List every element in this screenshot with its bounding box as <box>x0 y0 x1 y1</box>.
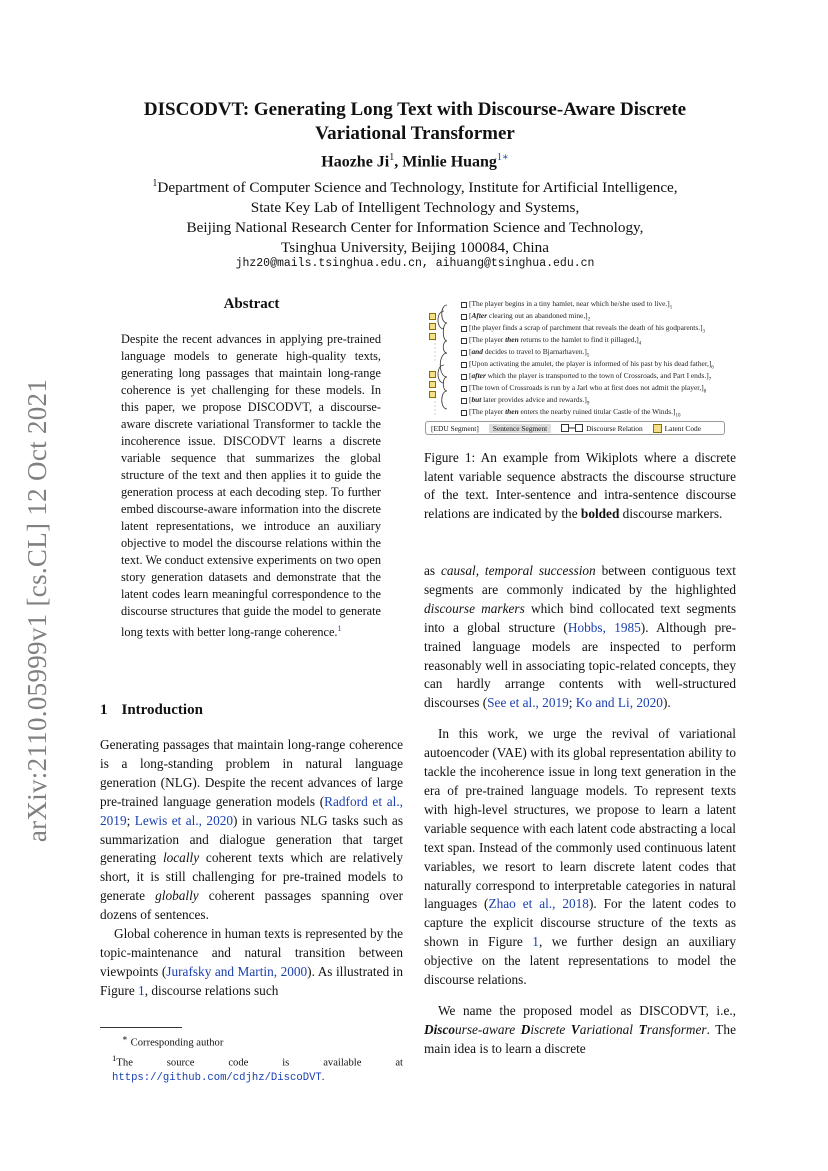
segment-box-icon <box>461 314 467 320</box>
edu-segment: [but later provides advice and $rewards.]_9$ <box>461 395 589 406</box>
segment-box-icon <box>461 338 467 344</box>
citation-link[interactable]: See et al., 2019 <box>487 695 569 711</box>
segment-box-icon <box>461 398 467 404</box>
latent-code-icon <box>429 313 436 320</box>
citation-link[interactable]: Hobbs, 1985 <box>567 619 641 635</box>
section-heading-introduction: 1 Introduction <box>100 702 203 718</box>
figure-1 <box>424 297 736 439</box>
latent-code-icon <box>429 371 436 378</box>
source-code-link[interactable]: https://github.com/cdjhz/DiscoDVT <box>112 1072 322 1085</box>
citation-link[interactable]: Radford et al., 2019 <box>100 793 403 828</box>
citation-link[interactable]: Ko and Li, 2020 <box>575 695 663 711</box>
segment-box-icon <box>461 374 467 380</box>
citation-link[interactable]: Jurafsky and Martin, 2000 <box>166 963 308 979</box>
segment-box-icon <box>461 386 467 392</box>
segment-box-icon <box>461 326 467 332</box>
edu-segment: [and decides to travel to $Bjarnarhaven.]_5$ <box>461 347 589 358</box>
figure-1-caption: Figure 1: An example from Wikiplots where a discrete latent variable sequence abstracts the discourse structure of the text. Inter-sentence and intra-sentence discourse relations are indicated by the bolded discourse markers. <box>424 450 736 521</box>
footnotes: ∗ Corresponding author $^1$The source code is available at https://github.com/cdjhz/DiscoDVT. <box>112 1033 403 1085</box>
segment-box-icon <box>461 362 467 368</box>
figure-ref-link[interactable]: 1 <box>138 982 145 998</box>
abstract-heading: Abstract <box>223 296 280 312</box>
latent-code-icon <box>429 333 436 340</box>
edu-segment: [after which the player is transported to the town of Crossroads, and Part I $ends.]_7$ <box>461 371 711 382</box>
latent-code-icon <box>429 323 436 330</box>
figure-ref-link[interactable]: 1 <box>532 934 539 950</box>
latent-code-icon <box>429 381 436 388</box>
figure-legend: [EDU Segment] Sentence Segment Discourse Relation Latent Code <box>425 421 725 435</box>
citation-link[interactable]: Zhao et al., 2018 <box>488 896 589 912</box>
authors: Haozhe Ji$^1$, Minlie Huang$^{1∗}$ <box>321 152 509 171</box>
citation-link[interactable]: Lewis et al., 2020 <box>134 812 234 828</box>
edu-segment: [the player finds a scrap of parchment that reveals the death of his $godparents.]_3$ <box>461 323 705 334</box>
latent-code-icon <box>429 391 436 398</box>
right-column-text: as causal, temporal succession between contiguous text segments are commonly indicated by the highlighted discourse markers which bind collocated text segments into a global structure (Hobbs, 1985). Although pre-trained language models are inspected to perform reasonably well in associating topic-related concepts, they can hardly arrange contents with well-structured discourses (See et al., 2019; Ko and Li, 2020). In this work, we urge the revival of variational autoencoder (VAE) with its global representation ability to tackle the incoherence issue in long text generation in the era of pre-trained language models. To represent texts with high-level structures, we propose to learn a latent variable sequence with each latent code abstracting a local text span. Instead of the commonly used continuous latent variables, we resort to learn discrete latent codes that naturally correspond to interpretable categories in natural languages (Zhao et al., 2018). For the latent codes to capture the explicit discourse structure of the texts as shown in Figure 1, we further design an auxiliary objective on the latent representations to model the discourse relations. We name the proposed model as DISCODVT, i.e., Discourse-aware Discrete Variational Transformer. The main idea is to learn a discrete <box>424 563 737 1056</box>
edu-segment: [The player then enters the nearby ruined titular Castle of the $Winds.]_{10}$ <box>461 407 680 418</box>
segment-box-icon <box>461 410 467 416</box>
abstract-body: Despite the recent advances in applying pre-trained language models to generate high-quality texts, generating long passages that maintain long-range coherence is yet challenging for these models. In this paper, we propose DISCODVT, a discourse-aware discrete variational Transformer to tackle the incoherence issue. DISCODVT learns a discrete variable sequence that summarizes the global structure of the text and then applies it to guide the generation process at each decoding step. To further embed discourse-aware information into the discrete latent representations, we introduce an auxiliary objective to model the discourse relations within the text. We conduct extensive experiments on two open story generation datasets and demonstrate that the latent codes learn meaningful correspondence to the discourse structures that guide the model to generate long texts with better long-range coherence.$^1$ <box>121 332 381 640</box>
segment-box-icon <box>461 302 467 308</box>
segment-box-icon <box>461 350 467 356</box>
edu-segment: [After clearing out an abandoned $\min e,]_2$ <box>461 311 590 322</box>
arxiv-stamp: arXiv:2110.05999v1 [cs.CL] 12 Oct 2021 <box>22 378 53 842</box>
footnote-rule <box>100 1027 182 1028</box>
edu-segment: [Upon activating the amulet, the player is informed of his past by his dead $father,]_6$ <box>461 359 714 370</box>
relation-arrow-icon <box>561 424 583 432</box>
introduction-text: Generating passages that maintain long-range coherence is a long-standing problem in natural language generation (NLG). Despite the recent advances of large pre-trained language generation models (Radford et al., 2019; Lewis et al., 2020) in various NLG tasks such as summarization and dialogue generation that target generating locally coherent texts which are relatively short, it is still challenging for pre-trained models to generate globally coherent passages spanning over dozens of sentences. Global coherence in human texts is represented by the topic-maintenance and natural transition between viewpoints (Jurafsky and Martin, 2000). As illustrated in Figure 1, discourse relations such <box>100 737 404 998</box>
edu-segment: [The player then returns to the hamlet to find it $pillaged,]_4$ <box>461 335 641 346</box>
paper-title: DISCODVT: Generating Long Text with Discourse-Aware Discrete Variational Transformer <box>143 99 687 144</box>
edu-segment: [The player begins in a tiny hamlet, near which he/she used to $live.]_1$ <box>461 299 672 310</box>
affiliation: $^1$Department of Computer Science and Technology, Institute for Artificial Intelligence, State Key Lab of Intelligent Technology and Systems, Beijing National Research Center for Information Science and Technology, Tsinghua University, Beijing 100084, China <box>152 178 678 257</box>
email-addresses: jhz20@mails.tsinghua.edu.cn, aihuang@tsinghua.edu.cn <box>235 257 595 270</box>
latent-code-legend-icon <box>653 424 662 433</box>
edu-segment: [The town of Crossroads is run by a Jarl who at first does not admit the $player,]_8$ <box>461 383 706 394</box>
